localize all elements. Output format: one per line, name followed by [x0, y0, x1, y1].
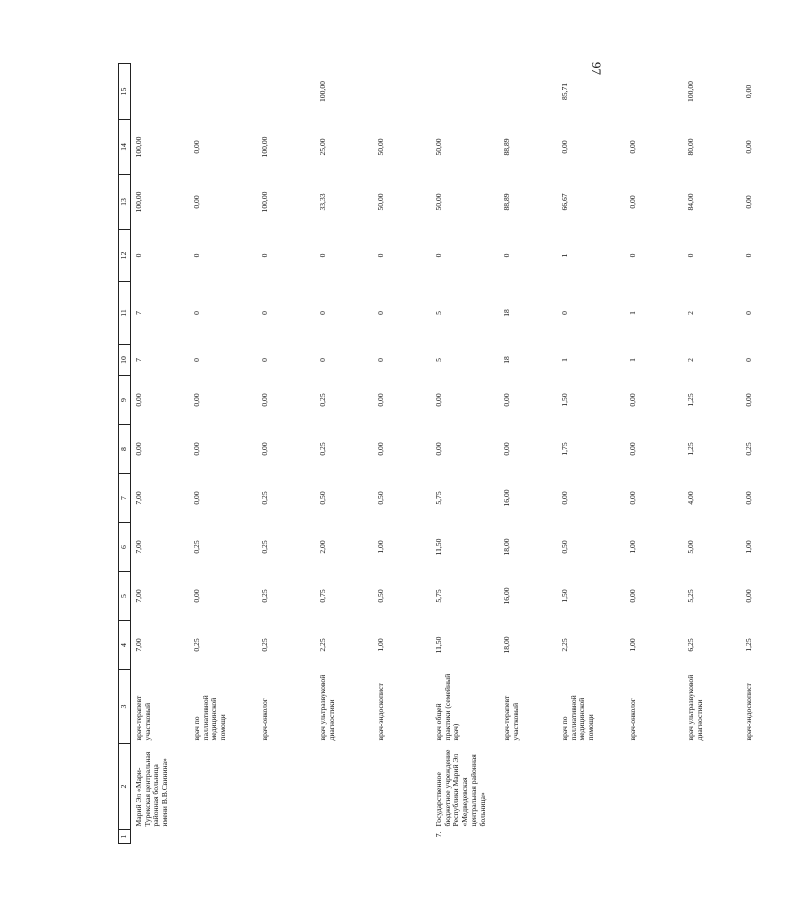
value-cell: 1 — [628, 358, 637, 362]
value-cell: 0,00 — [434, 393, 443, 407]
organization-cell: Марий Эл «Мари-Турекская центральная районная больница имени В.В.Свинина» — [134, 751, 170, 827]
specialty-cell: врач-эндоскопист — [744, 683, 753, 741]
organization-cell — [741, 744, 799, 830]
value-cell: 80,00 — [686, 138, 695, 156]
value-cell: 2 — [686, 358, 695, 362]
rotated-page — [118, 64, 753, 844]
value-cell: 0 — [134, 253, 143, 258]
organization-cell — [557, 744, 625, 830]
value-cell: 1,00 — [376, 638, 385, 652]
value-cell: 5 — [434, 358, 443, 362]
value-cell: 0,25 — [318, 393, 327, 407]
value-cell: 7,00 — [134, 589, 143, 603]
value-cell: 0 — [260, 358, 269, 362]
value-cell: 0,00 — [628, 195, 637, 209]
value-cell: 1,00 — [376, 540, 385, 554]
value-cell: 0,00 — [502, 442, 511, 456]
row-number-cell — [557, 830, 625, 844]
value-cell: 0 — [434, 253, 443, 258]
value-cell: 0,00 — [434, 442, 443, 456]
value-cell: 0,25 — [744, 442, 753, 456]
row-number-cell — [625, 830, 683, 844]
value-cell: 0,75 — [318, 589, 327, 603]
value-cell: 0,25 — [318, 442, 327, 456]
header-row — [119, 64, 131, 844]
data-table — [118, 63, 799, 844]
value-cell: 1 — [628, 311, 637, 315]
column-header: 15 — [119, 64, 131, 120]
value-cell — [131, 64, 190, 120]
value-cell: 0,00 — [628, 442, 637, 456]
organization-cell — [315, 744, 373, 830]
value-cell: 0 — [260, 311, 269, 315]
table-body — [131, 64, 799, 844]
value-cell: 1 — [560, 358, 569, 362]
value-cell: 0 — [192, 358, 201, 362]
value-cell: 7 — [134, 358, 143, 362]
table-row — [741, 64, 799, 844]
value-cell: 0,00 — [560, 140, 569, 154]
table-row — [557, 64, 625, 844]
value-cell: 5,75 — [434, 491, 443, 505]
row-number-cell — [683, 830, 741, 844]
organization-cell — [257, 744, 315, 830]
value-cell: 0 — [376, 253, 385, 258]
value-cell: 1 — [560, 253, 569, 258]
value-cell: 50,00 — [376, 138, 385, 156]
value-cell: 11,50 — [434, 636, 443, 654]
value-cell: 7,00 — [134, 638, 143, 652]
column-header: 14 — [119, 120, 131, 175]
value-cell — [373, 64, 431, 120]
column-header: 2 — [119, 744, 131, 830]
table-row — [373, 64, 431, 844]
table-row — [625, 64, 683, 844]
value-cell: 85,71 — [560, 82, 569, 101]
row-number-cell: 7. — [434, 831, 443, 838]
value-cell — [625, 64, 683, 120]
value-cell: 16,00 — [502, 587, 511, 605]
value-cell: 0,00 — [744, 393, 753, 407]
specialty-cell: врач по паллиативной медицинской помощи — [192, 695, 228, 741]
value-cell: 0,00 — [502, 393, 511, 407]
value-cell: 2 — [686, 311, 695, 315]
organization-cell — [499, 744, 557, 830]
value-cell: 0 — [744, 253, 753, 258]
organization-cell — [373, 744, 431, 830]
column-header: 4 — [119, 621, 131, 670]
value-cell: 1,00 — [628, 638, 637, 652]
value-cell: 0,25 — [260, 540, 269, 554]
value-cell: 50,00 — [434, 193, 443, 211]
specialty-cell: врач-онколог — [628, 698, 637, 741]
value-cell — [257, 64, 315, 120]
column-header: 1 — [119, 830, 131, 844]
column-header: 12 — [119, 230, 131, 282]
value-cell: 18 — [502, 356, 511, 364]
value-cell: 0,00 — [376, 442, 385, 456]
value-cell: 0,00 — [744, 84, 753, 99]
row-number-cell — [373, 830, 431, 844]
value-cell: 0,00 — [134, 442, 143, 456]
value-cell: 0,00 — [192, 491, 201, 505]
value-cell: 0,00 — [260, 442, 269, 456]
value-cell: 0,25 — [260, 491, 269, 505]
value-cell: 0 — [376, 358, 385, 362]
value-cell: 1,50 — [560, 393, 569, 407]
value-cell: 100,00 — [260, 191, 269, 213]
value-cell: 0 — [318, 358, 327, 362]
value-cell: 0,50 — [560, 540, 569, 554]
value-cell: 1,25 — [686, 442, 695, 456]
value-cell: 0,00 — [560, 491, 569, 505]
value-cell: 0 — [376, 311, 385, 315]
organization-cell — [189, 744, 257, 830]
value-cell: 0,00 — [134, 393, 143, 407]
value-cell: 0,00 — [192, 393, 201, 407]
value-cell: 0,50 — [376, 491, 385, 505]
value-cell: 100,00 — [134, 136, 143, 158]
value-cell: 0,25 — [192, 638, 201, 652]
value-cell: 0,00 — [192, 442, 201, 456]
value-cell: 0 — [744, 311, 753, 315]
value-cell: 4,00 — [686, 491, 695, 505]
value-cell: 11,50 — [434, 538, 443, 556]
value-cell: 2,00 — [318, 540, 327, 554]
value-cell: 100,00 — [686, 81, 695, 102]
column-header: 7 — [119, 474, 131, 523]
specialty-cell: врач-терапевт участковый — [134, 695, 152, 741]
column-header: 3 — [119, 670, 131, 744]
value-cell: 33,33 — [318, 193, 327, 211]
table-row — [431, 64, 499, 844]
value-cell: 0,00 — [192, 195, 201, 209]
column-header: 6 — [119, 523, 131, 572]
value-cell: 100,00 — [260, 136, 269, 158]
value-cell: 0 — [192, 311, 201, 315]
value-cell: 0 — [318, 311, 327, 315]
table-row — [683, 64, 741, 844]
column-header: 13 — [119, 175, 131, 230]
value-cell: 0 — [686, 253, 695, 258]
value-cell: 6,25 — [686, 638, 695, 652]
value-cell: 16,00 — [502, 489, 511, 507]
specialty-cell: врач-терапевт участковый — [502, 695, 520, 741]
row-number-cell — [131, 830, 190, 844]
value-cell: 0,00 — [628, 393, 637, 407]
value-cell: 1,00 — [744, 540, 753, 554]
value-cell: 0,00 — [376, 393, 385, 407]
row-number-cell — [741, 830, 799, 844]
table-row — [315, 64, 373, 844]
specialty-cell: врач общей практики (семейный врач) — [434, 673, 461, 741]
value-cell: 0 — [192, 253, 201, 258]
organization-cell — [625, 744, 683, 830]
value-cell: 100,00 — [318, 81, 327, 102]
value-cell: 0,00 — [628, 491, 637, 505]
table-row — [257, 64, 315, 844]
table-row — [189, 64, 257, 844]
value-cell: 50,00 — [376, 193, 385, 211]
value-cell: 0,25 — [192, 540, 201, 554]
value-cell: 1,25 — [686, 393, 695, 407]
value-cell: 7,00 — [134, 540, 143, 554]
value-cell: 2,25 — [318, 638, 327, 652]
table-header — [119, 64, 131, 844]
value-cell: 18,00 — [502, 636, 511, 654]
value-cell: 0,25 — [260, 638, 269, 652]
value-cell: 0,00 — [628, 589, 637, 603]
organization-cell: Государственное бюджетное учреждение Республики Марий Эл «Медведевская центральная районная больница» — [434, 749, 487, 827]
value-cell: 18 — [502, 309, 511, 317]
value-cell: 0 — [744, 358, 753, 362]
value-cell: 0,00 — [744, 491, 753, 505]
value-cell: 0,50 — [318, 491, 327, 505]
value-cell: 0 — [260, 253, 269, 258]
table-row — [131, 64, 190, 844]
table-row — [499, 64, 557, 844]
value-cell: 84,00 — [686, 193, 695, 211]
value-cell: 1,00 — [628, 540, 637, 554]
value-cell: 0 — [560, 311, 569, 315]
value-cell — [189, 64, 257, 120]
value-cell: 2,25 — [560, 638, 569, 652]
column-header: 11 — [119, 282, 131, 345]
value-cell: 0,00 — [744, 140, 753, 154]
value-cell: 1,25 — [744, 638, 753, 652]
column-header: 10 — [119, 345, 131, 376]
value-cell: 0 — [502, 253, 511, 258]
value-cell: 88,89 — [502, 193, 511, 211]
value-cell: 25,00 — [318, 138, 327, 156]
value-cell: 0,00 — [628, 140, 637, 154]
row-number-cell — [189, 830, 257, 844]
value-cell: 5,25 — [686, 589, 695, 603]
value-cell: 0 — [628, 253, 637, 258]
value-cell: 0 — [318, 253, 327, 258]
column-header: 9 — [119, 376, 131, 425]
value-cell: 5,75 — [434, 589, 443, 603]
value-cell: 0,00 — [192, 140, 201, 154]
value-cell: 0,50 — [376, 589, 385, 603]
value-cell: 50,00 — [434, 138, 443, 156]
row-number-cell — [257, 830, 315, 844]
value-cell: 1,50 — [560, 589, 569, 603]
value-cell: 88,89 — [502, 138, 511, 156]
value-cell: 0,00 — [260, 393, 269, 407]
value-cell: 7 — [134, 311, 143, 315]
value-cell: 0,00 — [744, 589, 753, 603]
specialty-cell: врач-эндоскопист — [376, 683, 385, 741]
value-cell: 18,00 — [502, 538, 511, 556]
value-cell: 0,25 — [260, 589, 269, 603]
value-cell: 0,00 — [744, 195, 753, 209]
specialty-cell: врач ультразвуковой диагностики — [318, 674, 336, 741]
row-number-cell — [315, 830, 373, 844]
value-cell: 66,67 — [560, 193, 569, 211]
column-header: 8 — [119, 425, 131, 474]
page-number: 97 — [589, 62, 604, 75]
specialty-cell: врач-онколог — [260, 698, 269, 741]
value-cell: 7,00 — [134, 491, 143, 505]
value-cell — [431, 64, 499, 120]
organization-cell — [683, 744, 741, 830]
value-cell — [499, 64, 557, 120]
value-cell: 0,00 — [192, 589, 201, 603]
specialty-cell: врач по паллиативной медицинской помощи — [560, 695, 596, 741]
value-cell: 100,00 — [134, 191, 143, 213]
column-header: 5 — [119, 572, 131, 621]
value-cell: 5,00 — [686, 540, 695, 554]
specialty-cell: врач ультразвуковой диагностики — [686, 674, 704, 741]
row-number-cell — [499, 830, 557, 844]
value-cell: 1,75 — [560, 442, 569, 456]
value-cell: 5 — [434, 311, 443, 315]
